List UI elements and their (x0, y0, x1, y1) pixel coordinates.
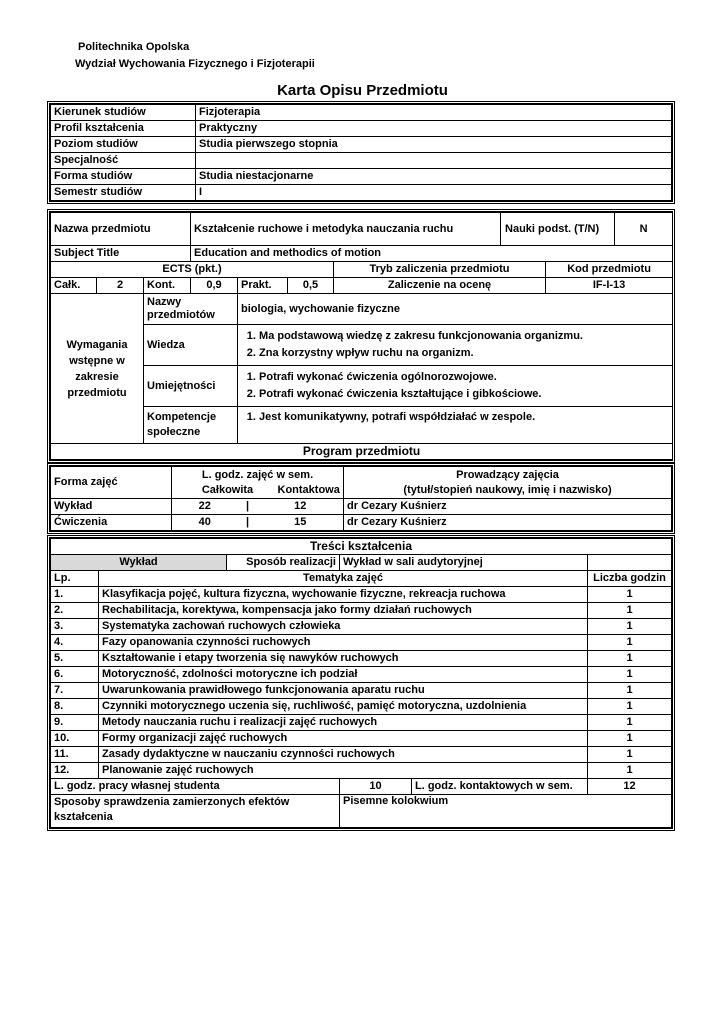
topic-text: Klasyfikacja pojęć, kultura fizyczna, wychowanie fizyczne, rekreacja ruchowa (99, 587, 588, 603)
info-row (51, 121, 672, 137)
prereq-social-label: Kompetencje społeczne (144, 407, 238, 444)
info-label: Semestr studiów (51, 185, 196, 201)
mode-value: Zaliczenie na ocenę (334, 278, 546, 294)
prereq-knowledge (238, 325, 673, 366)
basic-sciences-label: Nauki podst. (T/N) (500, 213, 599, 245)
verify-label: Sposoby sprawdzenia zamierzonych efektów kształcenia (51, 795, 340, 828)
program-teacher: dr Cezary Kuśnierz (344, 515, 672, 531)
prereq-skills-label: Umiejętności (144, 366, 238, 407)
topic-hours: 1 (588, 731, 672, 747)
prereq-knowledge-label: Wiedza (144, 325, 238, 366)
skills-item: 1. Potrafi wykonać ćwiczenia ogólnorozwojowe. (259, 369, 669, 386)
topic-row (51, 715, 672, 731)
topic-row (51, 651, 672, 667)
info-row (51, 105, 672, 121)
topic-lp: 1. (51, 587, 99, 603)
content-box (47, 535, 675, 831)
info-label: Poziom studiów (51, 137, 196, 153)
info-value (196, 153, 672, 169)
topic-hours: 1 (588, 763, 672, 779)
topic-hours: 1 (588, 715, 672, 731)
program-contact: 15 (258, 515, 344, 531)
skills-item: 2. Potrafi wykonać ćwiczenia kształtujące i gibkościowe. (259, 386, 669, 403)
hours-label: L. godz. zajęć w sem. (201, 468, 314, 481)
col-topic: Tematyka zajęć (99, 571, 588, 587)
info-label: Profil kształcenia (51, 121, 196, 137)
program-sep: | (238, 499, 258, 515)
ects-contact-value: 0,9 (191, 278, 238, 294)
content-type: Wykład (51, 555, 227, 571)
program-form: Wykład (51, 499, 172, 515)
subject-name-label: Nazwa przedmiotu (51, 213, 191, 246)
topic-row (51, 667, 672, 683)
ects-contact-label: Kont. (144, 278, 191, 294)
topic-text: Kształtowanie i etapy tworzenia się nawyków ruchowych (99, 651, 588, 667)
form-label: Forma zajęć (51, 467, 172, 499)
social-item: 1. Jest komunikatywny, potrafi współdziałać w zespole. (259, 409, 669, 426)
prereq-names-value: biologia, wychowanie fizyczne (238, 294, 673, 325)
topic-row (51, 747, 672, 763)
program-box (47, 463, 675, 534)
topics-rows (51, 587, 672, 779)
info-value: Praktyczny (196, 121, 672, 137)
topic-text: Formy organizacji zajęć ruchowych (99, 731, 588, 747)
info-row (51, 185, 672, 201)
topic-text: Planowanie zajęć ruchowych (99, 763, 588, 779)
teacher-sub: (tytuł/stopień naukowy, imię i nazwisko) (403, 483, 612, 496)
faculty-name: Wydział Wychowania Fizycznego i Fizjoterapii (75, 58, 315, 70)
content-heading: Treści kształcenia (51, 539, 672, 555)
topic-hours: 1 (588, 587, 672, 603)
topic-hours: 1 (588, 683, 672, 699)
program-total: 22 (172, 499, 238, 515)
knowledge-item: 1. Ma podstawową wiedzę z zakresu funkcjonowania organizmu. (259, 328, 669, 345)
subject-title-label: Subject Title (51, 246, 191, 262)
info-row (51, 153, 672, 169)
code-label: Kod przedmiotu (546, 262, 673, 278)
topic-lp: 3. (51, 619, 99, 635)
verify-value: Pisemne kolokwium (340, 795, 672, 828)
topic-lp: 5. (51, 651, 99, 667)
program-row (51, 499, 672, 515)
prereq-social (238, 407, 673, 444)
info-row (51, 137, 672, 153)
program-rows (51, 499, 672, 531)
topic-text: Rechabilitacja, korektywa, kompensacja jako formy działań ruchowych (99, 603, 588, 619)
topic-lp: 12. (51, 763, 99, 779)
hours-header (172, 467, 344, 499)
ects-total-value: 2 (97, 278, 144, 294)
topic-row (51, 699, 672, 715)
ects-total-label: Całk. (51, 278, 97, 294)
topic-lp: 10. (51, 731, 99, 747)
university-name: Politechnika Opolska (78, 41, 190, 53)
topic-row (51, 619, 672, 635)
topic-row (51, 683, 672, 699)
subject-name: Kształcenie ruchowe i metodyka nauczania ruchu Nauki podst. (T/N) (191, 213, 615, 246)
contact-hours-value: 12 (588, 779, 672, 795)
subject-box (47, 209, 675, 463)
topic-text: Czynniki motorycznego uczenia się, ruchliwość, pamięć motoryczna, uzdolnienia (99, 699, 588, 715)
topic-lp: 4. (51, 635, 99, 651)
topic-lp: 2. (51, 603, 99, 619)
program-sep: | (238, 515, 258, 531)
study-info-box (47, 101, 675, 204)
topic-hours: 1 (588, 603, 672, 619)
code-value: IF-I-13 (546, 278, 673, 294)
prerequisites-label: Wymagania wstępne w zakresie przedmiotu (51, 294, 144, 444)
topic-row (51, 731, 672, 747)
info-value: Studia pierwszego stopnia (196, 137, 672, 153)
teacher-label: Prowadzący zajęcia (456, 468, 559, 481)
topic-hours: 1 (588, 747, 672, 763)
topic-lp: 8. (51, 699, 99, 715)
knowledge-item: 2. Zna korzystny wpływ ruchu na organizm. (259, 345, 669, 362)
topic-hours: 1 (588, 699, 672, 715)
info-label: Specjalność (51, 153, 196, 169)
contact-label: Kontaktowa (277, 483, 340, 496)
method-value: Wykład w sali audytoryjnej (340, 555, 588, 571)
col-hours: Liczba godzin (588, 571, 672, 587)
topic-lp: 11. (51, 747, 99, 763)
ects-practical-value: 0,5 (288, 278, 334, 294)
program-heading: Program przedmiotu (51, 444, 673, 460)
topic-text: Motoryczność, zdolności motoryczne ich podział (99, 667, 588, 683)
program-contact: 12 (258, 499, 344, 515)
topic-text: Systematyka zachowań ruchowych człowieka (99, 619, 588, 635)
mode-label: Tryb zaliczenia przedmiotu (334, 262, 546, 278)
topic-lp: 7. (51, 683, 99, 699)
prereq-names-label: Nazwy przedmiotów (144, 294, 238, 325)
page-title: Karta Opisu Przedmiotu (277, 82, 448, 99)
topic-text: Zasady dydaktyczne w nauczaniu czynności ruchowych (99, 747, 588, 763)
program-teacher: dr Cezary Kuśnierz (344, 499, 672, 515)
program-row (51, 515, 672, 531)
ects-label: ECTS (pkt.) (51, 262, 334, 278)
topic-lp: 9. (51, 715, 99, 731)
contact-hours-label: L. godz. kontaktowych w sem. (412, 779, 588, 795)
info-value: I (196, 185, 672, 201)
ects-practical-label: Prakt. (238, 278, 288, 294)
topic-lp: 6. (51, 667, 99, 683)
topic-hours: 1 (588, 619, 672, 635)
subject-title-value: Education and methodics of motion (191, 246, 673, 262)
own-work-value: 10 (340, 779, 412, 795)
topic-row (51, 635, 672, 651)
teacher-header (344, 467, 672, 499)
program-form: Ćwiczenia (51, 515, 172, 531)
topic-text: Metody nauczania ruchu i realizacji zajęć ruchowych (99, 715, 588, 731)
prereq-skills (238, 366, 673, 407)
info-label: Forma studiów (51, 169, 196, 185)
topic-row (51, 603, 672, 619)
info-label: Kierunek studiów (51, 105, 196, 121)
topic-hours: 1 (588, 635, 672, 651)
info-value: Fizjoterapia (196, 105, 672, 121)
topic-hours: 1 (588, 651, 672, 667)
total-label: Całkowita (201, 483, 254, 496)
study-info-table (51, 105, 672, 201)
col-lp: Lp. (51, 571, 99, 587)
topic-text: Fazy opanowania czynności ruchowych (99, 635, 588, 651)
topic-row (51, 587, 672, 603)
method-label: Sposób realizacji (227, 555, 340, 571)
info-value: Studia niestacjonarne (196, 169, 672, 185)
program-total: 40 (172, 515, 238, 531)
topic-hours: 1 (588, 667, 672, 683)
info-row (51, 169, 672, 185)
topic-text: Uwarunkowania prawidłowego funkcjonowania aparatu ruchu (99, 683, 588, 699)
basic-sciences-value: N (615, 213, 673, 246)
own-work-label: L. godz. pracy własnej studenta (51, 779, 340, 795)
topic-row (51, 763, 672, 779)
